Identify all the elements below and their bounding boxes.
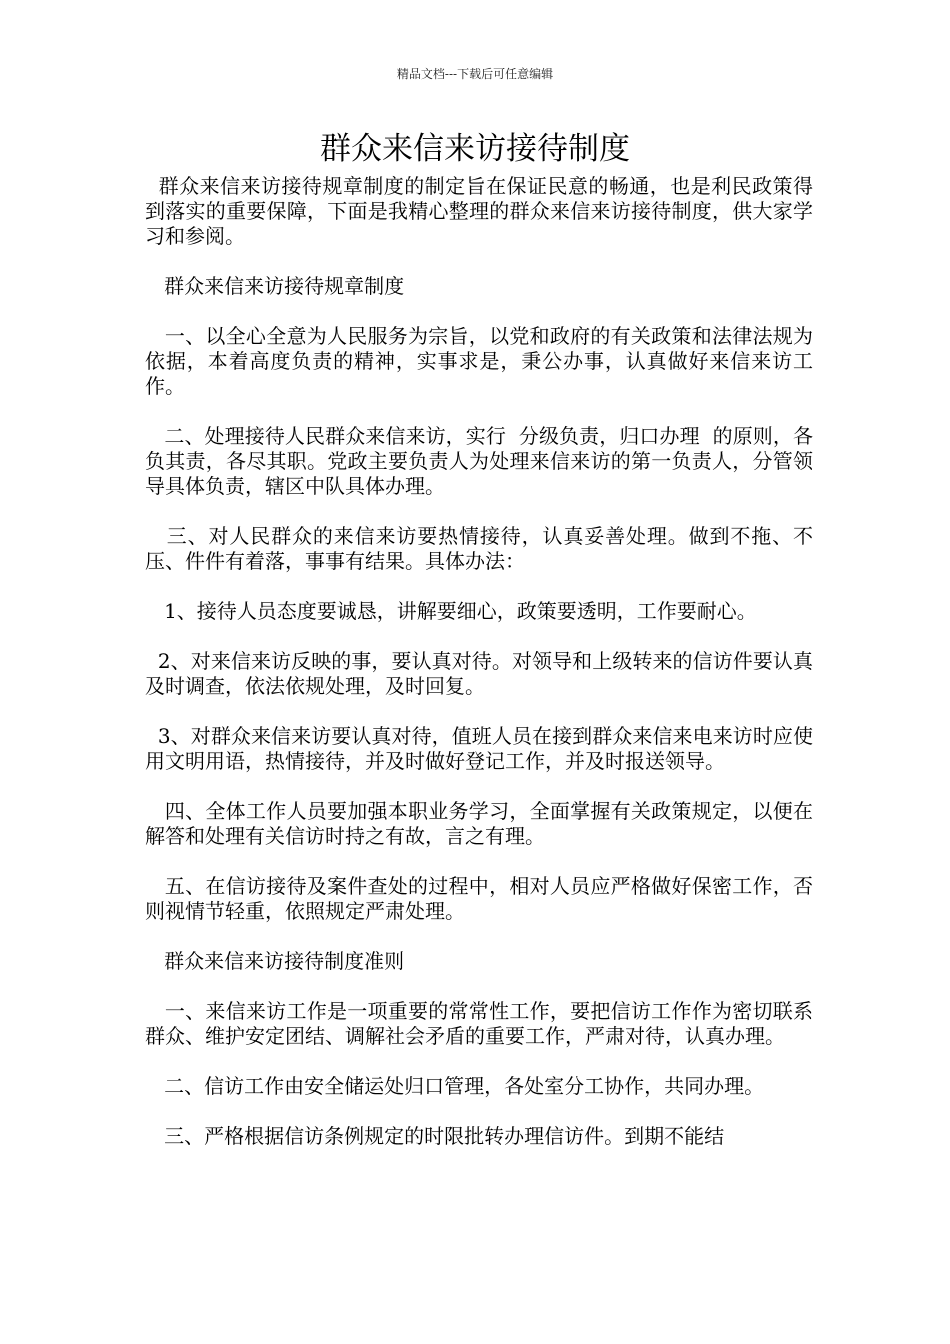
guideline-paragraph-2: 二、信访工作由安全储运处归口管理，各处室分工协作，共同办理。 xyxy=(145,1074,765,1098)
method-item-2: 2、对来信来访反映的事，要认真对待。对领导和上级转来的信访件要认真及时调查，依法依规处理，及时回复。 xyxy=(145,649,813,698)
document-body xyxy=(145,174,813,1149)
guideline-paragraph-3: 三、严格根据信访条例规定的时限批转办理信访件。到期不能结 xyxy=(145,1124,725,1148)
section-heading-guidelines: 群众来信来访接待制度准则 xyxy=(145,949,405,973)
regulation-paragraph-1: 一、以全心全意为人民服务为宗旨，以党和政府的有关政策和法律法规为依据，本着高度负责的精神，实事求是，秉公办事，认真做好来信来访工作。 xyxy=(145,324,814,398)
guideline-paragraph-1: 一、来信来访工作是一项重要的常常性工作，要把信访工作作为密切联系群众、维护安定团结、调解社会矛盾的重要工作，严肃对待，认真办理。 xyxy=(145,999,814,1048)
regulation-paragraph-5: 五、在信访接待及案件查处的过程中，相对人员应严格做好保密工作，否则视情节轻重，依照规定严肃处理。 xyxy=(145,874,814,923)
header-note: 精品文档---下载后可任意编辑 xyxy=(396,67,554,81)
document-title: 群众来信来访接待制度 xyxy=(320,131,630,167)
intro-paragraph: 群众来信来访接待规章制度的制定旨在保证民意的畅通，也是利民政策得到落实的重要保障，下面是我精心整理的群众来信来访接待制度，供大家学习和参阅。 xyxy=(145,174,814,248)
method-item-1: 1、接待人员态度要诚恳，讲解要细心，政策要透明，工作要耐心。 xyxy=(145,599,757,623)
method-item-3: 3、对群众来信来访要认真对待，值班人员在接到群众来信来电来访时应使用文明用语，热情接待，并及时做好登记工作，并及时报送领导。 xyxy=(145,724,813,773)
regulation-paragraph-3: 三、对人民群众的来信来访要热情接待，认真妥善处理。做到不拖、不压、件件有着落，事事有结果。具体办法： xyxy=(145,524,813,573)
regulation-paragraph-2: 二、处理接待人民群众来信来访，实行 分级负责，归口办理 的原则，各负其责，各尽其职。党政主要负责人为处理来信来访的第一负责人，分管领导具体负责，辖区中队具体办理。 xyxy=(145,424,813,498)
regulation-paragraph-4: 四、全体工作人员要加强本职业务学习，全面掌握有关政策规定，以便在解答和处理有关信访时持之有故，言之有理。 xyxy=(145,799,814,848)
section-heading-regulations: 群众来信来访接待规章制度 xyxy=(145,274,405,298)
